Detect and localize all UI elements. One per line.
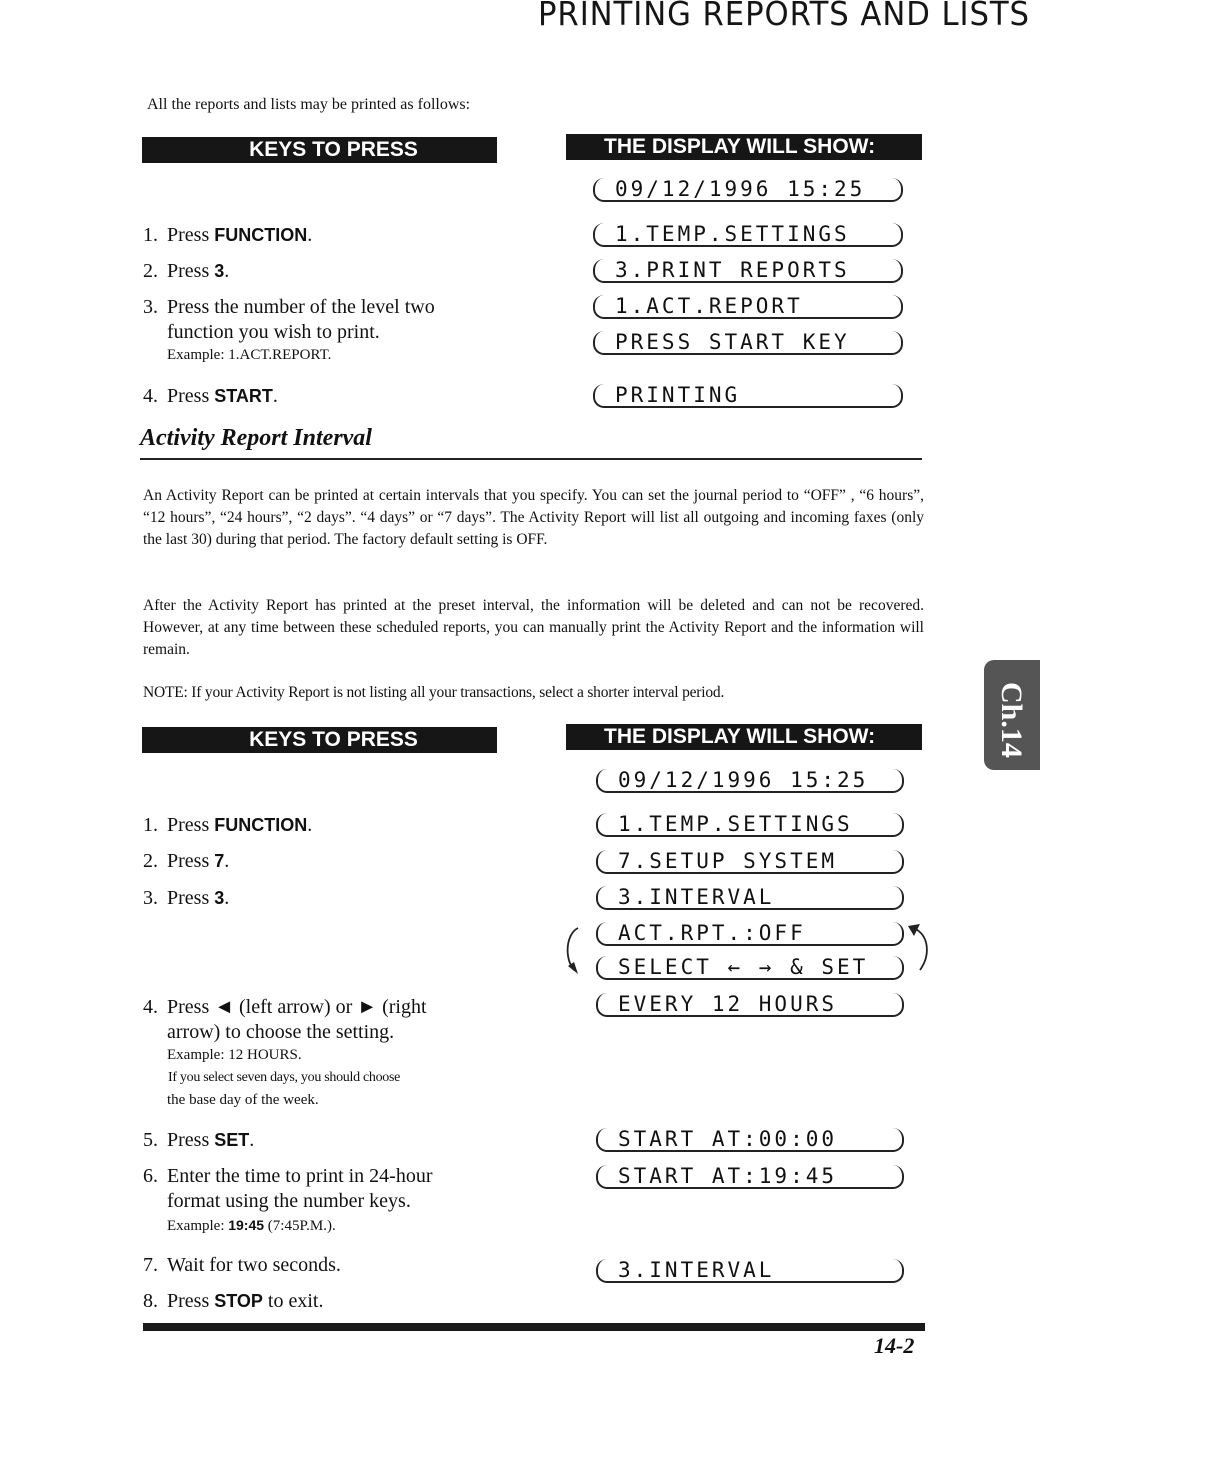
step-2-press-7: 2. Press 7. — [143, 850, 230, 872]
lcd-display-line: ACT.RPT.:OFF — [596, 922, 904, 946]
section-title: Activity Report Interval — [140, 425, 372, 451]
step-4-start: 4. Press START. — [143, 385, 278, 407]
step-4-note: the base day of the week. — [167, 1092, 319, 1108]
keys-to-press-banner: KEYS TO PRESS — [142, 727, 497, 753]
cycle-arrow-right-icon — [904, 920, 940, 976]
step-1-function: 1. Press FUNCTION. — [143, 224, 313, 246]
paragraph-2: After the Activity Report has printed at the preset interval, the information will be deleted and can not be recovered. However, at any time between these scheduled reports, you can manually print the Activity Report and the information will remain. — [143, 597, 924, 658]
keys-to-press-banner: KEYS TO PRESS — [142, 137, 497, 163]
display-will-show-banner: THE DISPLAY WILL SHOW: — [566, 134, 922, 160]
step-3-continuation: function you wish to print. — [167, 321, 380, 343]
lcd-display-line: 3.INTERVAL — [596, 886, 904, 910]
step-6-example: Example: 19:45 (7:45P.M.). — [167, 1217, 336, 1234]
lcd-display-line: PRINTING — [593, 384, 903, 408]
lcd-display-line: EVERY 12 HOURS — [596, 993, 904, 1017]
step-3-level-two: 3. Press the number of the level two — [143, 296, 435, 318]
intro-text: All the reports and lists may be printed as follows: — [147, 96, 471, 113]
footer-divider — [143, 1323, 925, 1331]
step-5-set: 5. Press SET. — [143, 1129, 255, 1151]
lcd-display-line: 1.TEMP.SETTINGS — [593, 223, 903, 247]
section-divider — [140, 458, 922, 460]
lcd-display-line: 09/12/1996 15:25 — [593, 178, 903, 202]
step-7-wait: 7. Wait for two seconds. — [143, 1254, 341, 1276]
step-8-stop: 8. Press STOP to exit. — [143, 1290, 324, 1312]
lcd-display-line: 09/12/1996 15:25 — [596, 769, 904, 793]
paragraph-1: An Activity Report can be printed at certain intervals that you specify. You can set the journal period to “OFF” , “6 hours”, “12 hours”, “24 hours”, “2 days”. “4 days” or “7 days”. The Activity Report will list all outgoing and incoming faxes (only the last 30) during that period. The factory default setting is OFF. — [143, 487, 924, 548]
step-4-continuation: arrow) to choose the setting. — [167, 1021, 395, 1043]
step-4-example: Example: 12 HOURS. — [167, 1047, 302, 1063]
step-6-continuation: format using the number keys. — [167, 1190, 411, 1212]
page-number: 14-2 — [874, 1333, 915, 1358]
lcd-display-line: 3.INTERVAL — [596, 1259, 904, 1283]
step-3-press-3: 3. Press 3. — [143, 887, 230, 909]
lcd-display-line: 1.TEMP.SETTINGS — [596, 813, 904, 837]
lcd-display-line: START AT:19:45 — [596, 1165, 904, 1189]
lcd-display-line: SELECT ← → & SET — [596, 956, 904, 980]
step-4-note: If you select seven days, you should choose — [168, 1070, 401, 1085]
display-will-show-banner: THE DISPLAY WILL SHOW: — [566, 724, 922, 750]
step-6-enter-time: 6. Enter the time to print in 24-hour — [143, 1165, 433, 1187]
lcd-display-line: PRESS START KEY — [593, 331, 903, 355]
note-text: NOTE: If your Activity Report is not listing all your transactions, select a shorter interval period. — [143, 684, 725, 701]
step-4-arrows: 4. Press ◄ (left arrow) or ► (right — [143, 996, 427, 1018]
lcd-display-line: START AT:00:00 — [596, 1128, 904, 1152]
step-3-example: Example: 1.ACT.REPORT. — [167, 347, 332, 363]
step-1-function: 1. Press FUNCTION. — [143, 814, 313, 836]
chapter-tab: Ch.14 — [984, 660, 1040, 770]
lcd-display-line: 1.ACT.REPORT — [593, 295, 903, 319]
step-2-press-3: 2. Press 3. — [143, 260, 230, 282]
cycle-arrow-left-icon — [560, 924, 596, 980]
lcd-display-line: 3.PRINT REPORTS — [593, 259, 903, 283]
page-header-title: PRINTING REPORTS AND LISTS — [538, 0, 1030, 33]
lcd-display-line: 7.SETUP SYSTEM — [596, 850, 904, 874]
